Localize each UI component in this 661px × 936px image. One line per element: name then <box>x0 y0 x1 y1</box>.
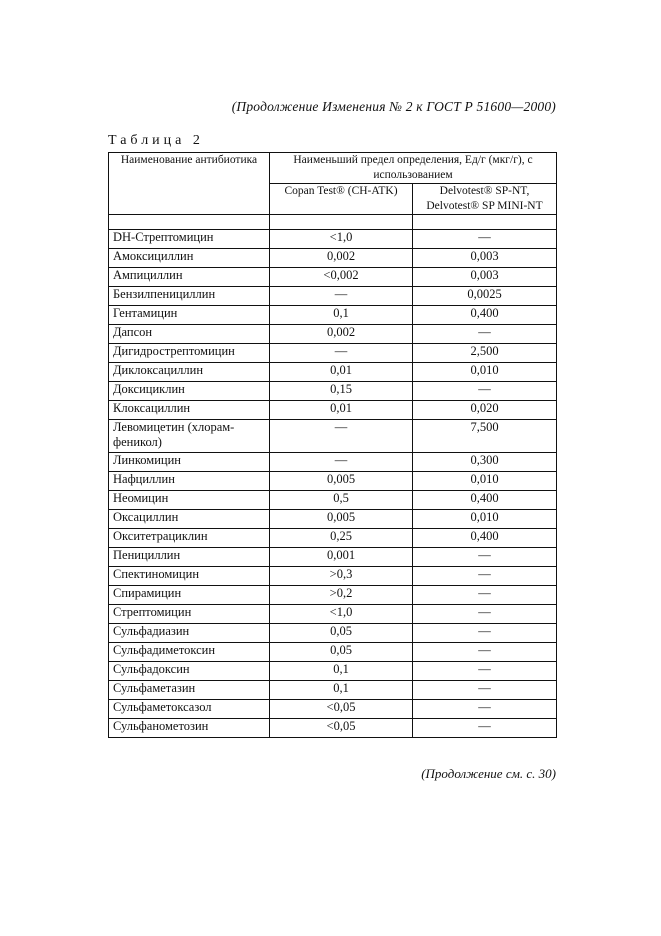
table-row <box>109 529 557 548</box>
delvotest-value-cell: — <box>413 586 557 605</box>
antibiotic-name-cell: DH-Стрептомицин <box>109 230 270 249</box>
antibiotic-name-cell: Бензилпенициллин <box>109 287 270 306</box>
col-header-antibiotic: Наименование антибиотика <box>109 153 270 215</box>
delvotest-value-cell: — <box>413 681 557 700</box>
delvotest-value-cell: — <box>413 567 557 586</box>
delvotest-value-cell: — <box>413 719 557 738</box>
table-row <box>109 510 557 529</box>
table-row <box>109 249 557 268</box>
antibiotic-name-cell: Сульфаметоксазол <box>109 700 270 719</box>
col-header-delvotest: Delvotest® SP-NT, Delvotest® SP MINI-NT <box>413 184 557 215</box>
antibiotic-name-cell: Сульфаметазин <box>109 681 270 700</box>
table-row <box>109 662 557 681</box>
copan-value-cell: — <box>270 453 413 472</box>
antibiotic-name-cell: Стрептомицин <box>109 605 270 624</box>
antibiotic-name-cell: Спектиномицин <box>109 567 270 586</box>
delvotest-value-cell: 7,500 <box>413 420 557 453</box>
delvotest-value-cell: — <box>413 624 557 643</box>
table-row <box>109 700 557 719</box>
antibiotic-name-cell: Дапсон <box>109 325 270 344</box>
table-row <box>109 363 557 382</box>
table-row <box>109 548 557 567</box>
table-row <box>109 325 557 344</box>
table-row <box>109 472 557 491</box>
copan-value-cell: — <box>270 287 413 306</box>
delvotest-value-cell: 0,400 <box>413 529 557 548</box>
copan-value-cell: 0,05 <box>270 624 413 643</box>
table-row <box>109 586 557 605</box>
antibiotic-name-cell: Линкомицин <box>109 453 270 472</box>
delvotest-value-cell: 0,0025 <box>413 287 557 306</box>
table-row <box>109 605 557 624</box>
copan-value-cell: 0,002 <box>270 249 413 268</box>
delvotest-value-cell: 0,400 <box>413 306 557 325</box>
antibiotic-name-cell: Ампициллин <box>109 268 270 287</box>
antibiotic-name-cell: Сульфадоксин <box>109 662 270 681</box>
delvotest-value-cell: — <box>413 643 557 662</box>
copan-value-cell: <0,002 <box>270 268 413 287</box>
table-row <box>109 344 557 363</box>
copan-value-cell: >0,3 <box>270 567 413 586</box>
delvotest-value-cell: — <box>413 230 557 249</box>
table-row <box>109 420 557 453</box>
copan-value-cell: >0,2 <box>270 586 413 605</box>
antibiotic-name-cell: Сульфанометозин <box>109 719 270 738</box>
table-row <box>109 681 557 700</box>
delvotest-value-cell: — <box>413 382 557 401</box>
antibiotic-name-cell: Оксациллин <box>109 510 270 529</box>
delvotest-value-cell: — <box>413 605 557 624</box>
delvotest-value-cell: 0,300 <box>413 453 557 472</box>
continuation-footer: (Продолжение см. с. 30) <box>421 766 556 781</box>
copan-value-cell: <1,0 <box>270 230 413 249</box>
table-row <box>109 287 557 306</box>
antibiotic-name-cell: Дигидрострептомицин <box>109 344 270 363</box>
delvotest-value-cell: 2,500 <box>413 344 557 363</box>
antibiotic-name-cell: Спирамицин <box>109 586 270 605</box>
col-header-copan: Copan Test® (CH-ATK) <box>270 184 413 215</box>
antibiotic-name-cell: Клоксациллин <box>109 401 270 420</box>
antibiotic-name-cell: Диклоксациллин <box>109 363 270 382</box>
copan-value-cell: 0,005 <box>270 472 413 491</box>
copan-value-cell: <0,05 <box>270 700 413 719</box>
copan-value-cell: 0,15 <box>270 382 413 401</box>
delvotest-value-cell: 0,010 <box>413 510 557 529</box>
delvotest-value-cell: — <box>413 662 557 681</box>
table-row <box>109 624 557 643</box>
table-row <box>109 567 557 586</box>
delvotest-value-cell: 0,003 <box>413 268 557 287</box>
table-row <box>109 230 557 249</box>
copan-value-cell: 0,1 <box>270 306 413 325</box>
copan-value-cell: 0,005 <box>270 510 413 529</box>
col-group-header-detection-limit: Наименьший предел определения, Ед/г (мкг/г), с использованием <box>270 153 557 184</box>
copan-value-cell: <1,0 <box>270 605 413 624</box>
table-row <box>109 491 557 510</box>
antibiotic-name-cell: Окситетрациклин <box>109 529 270 548</box>
copan-value-cell: <0,05 <box>270 719 413 738</box>
antibiotic-name-cell: Гентамицин <box>109 306 270 325</box>
copan-value-cell: — <box>270 344 413 363</box>
table-row <box>109 453 557 472</box>
copan-value-cell: 0,1 <box>270 681 413 700</box>
antibiotic-name-cell: Сульфадиметоксин <box>109 643 270 662</box>
delvotest-value-cell: — <box>413 548 557 567</box>
copan-value-cell: 0,1 <box>270 662 413 681</box>
table-row <box>109 643 557 662</box>
antibiotic-name-cell: Пенициллин <box>109 548 270 567</box>
antibiotic-name-cell: Неомицин <box>109 491 270 510</box>
delvotest-value-cell: 0,003 <box>413 249 557 268</box>
antibiotic-name-cell: Доксициклин <box>109 382 270 401</box>
delvotest-value-cell: 0,010 <box>413 363 557 382</box>
delvotest-value-cell: — <box>413 700 557 719</box>
copan-value-cell: 0,5 <box>270 491 413 510</box>
copan-value-cell: 0,01 <box>270 363 413 382</box>
table-caption: Таблица 2 <box>108 133 204 148</box>
continuation-header: (Продолжение Изменения № 2 к ГОСТ Р 51600—2000) <box>231 99 556 114</box>
antibiotic-name-cell: Нафциллин <box>109 472 270 491</box>
copan-value-cell: 0,01 <box>270 401 413 420</box>
copan-value-cell: 0,001 <box>270 548 413 567</box>
antibiotic-name-cell: Амоксициллин <box>109 249 270 268</box>
table-row <box>109 719 557 738</box>
header-spacer-row <box>109 215 557 230</box>
table-row <box>109 268 557 287</box>
table-row <box>109 401 557 420</box>
copan-value-cell: 0,05 <box>270 643 413 662</box>
copan-value-cell: — <box>270 420 413 453</box>
delvotest-value-cell: — <box>413 325 557 344</box>
delvotest-value-cell: 0,400 <box>413 491 557 510</box>
antibiotic-name-cell: Сульфадиазин <box>109 624 270 643</box>
table-row <box>109 306 557 325</box>
delvotest-value-cell: 0,010 <box>413 472 557 491</box>
copan-value-cell: 0,002 <box>270 325 413 344</box>
copan-value-cell: 0,25 <box>270 529 413 548</box>
delvotest-value-cell: 0,020 <box>413 401 557 420</box>
antibiotic-name-cell: Левомицетин (хлорам- феникол) <box>109 420 270 453</box>
antibiotics-table <box>108 152 557 738</box>
table-row <box>109 382 557 401</box>
